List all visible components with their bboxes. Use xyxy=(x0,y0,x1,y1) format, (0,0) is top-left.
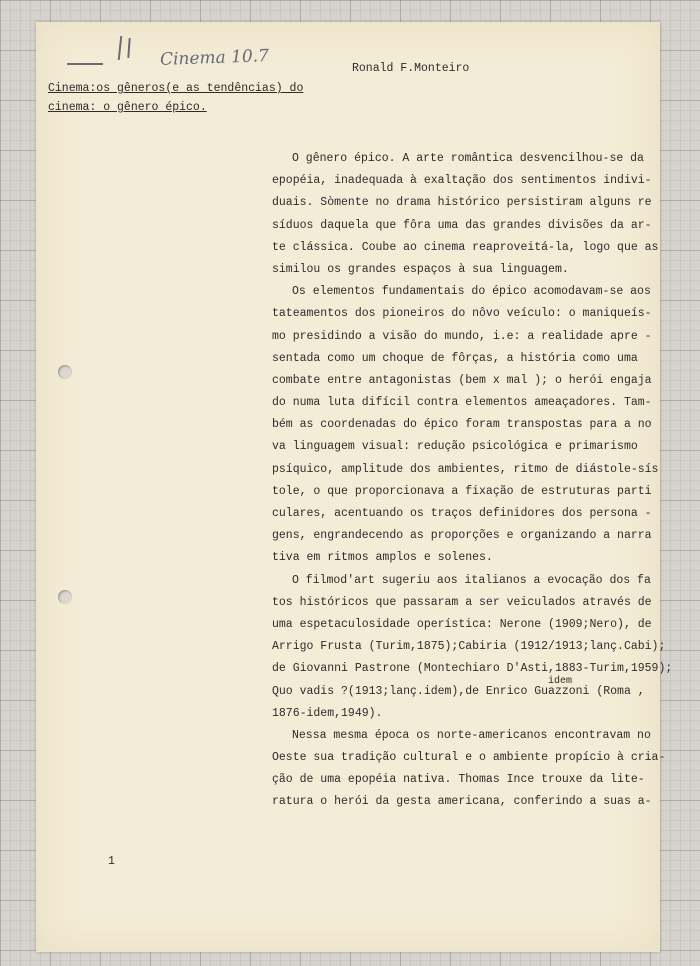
paper-sheet xyxy=(36,22,673,952)
text-line: epopéia, inadequada à exaltação dos sentimentos indivi- xyxy=(272,174,652,188)
body-text xyxy=(272,148,673,814)
pen-dash xyxy=(67,63,103,65)
text-line: Os elementos fundamentais do épico acomodavam-se aos xyxy=(292,285,651,299)
text-line: duais. Sòmente no drama histórico persistiram alguns re xyxy=(272,196,652,210)
text-line: tole, o que proporcionava a fixação de estruturas parti xyxy=(272,484,652,498)
text-line: ção de uma epopéia nativa. Thomas Ince trouxe da lite- xyxy=(272,773,645,787)
page-number: 1 xyxy=(108,855,115,868)
text-line: de Giovanni Pastrone (Montechiaro D'Asti,1883-Turim,1959); xyxy=(272,662,673,676)
heading-line-1: Cinema:os gêneros(e as tendências) do xyxy=(48,82,304,95)
text-line: 1876-idem,1949). xyxy=(272,706,383,720)
text-line: ratura o herói da gesta americana, conferindo a suas a- xyxy=(272,795,652,809)
pen-stroke xyxy=(127,38,130,58)
text-line: te clássica. Coube ao cinema reaproveitá-la, logo que as xyxy=(272,240,659,254)
interlinear-note: idem xyxy=(548,676,573,687)
text-line: psíquico, amplitude dos ambientes, ritmo de diástole-sís xyxy=(272,462,659,476)
text-line: combate entre antagonistas (bem x mal ); o herói engaja xyxy=(272,373,652,387)
text-line: O filmod'art sugeriu aos italianos a evocação dos fa xyxy=(292,573,651,587)
text-line: Arrigo Frusta (Turim,1875);Cabiria (1912/1913;lanç.Cabi); xyxy=(272,640,666,654)
punch-hole xyxy=(58,365,72,379)
text-line: Quo vadis ?(1913;lanç.idem),de Enrico Guazzoni (Roma , xyxy=(272,684,645,698)
text-line: síduos daquela que fôra uma das grandes divisões da ar- xyxy=(272,218,652,232)
text-line: tos históricos que passaram a ser veiculados através de xyxy=(272,595,652,609)
text-line: sentada como um choque de fôrças, a história como uma xyxy=(272,351,638,365)
punch-hole xyxy=(58,590,72,604)
text-line: Oeste sua tradição cultural e o ambiente propício à cria- xyxy=(272,751,666,765)
pen-stroke xyxy=(118,36,122,60)
text-line: bém as coordenadas do épico foram transpostas para a no xyxy=(272,418,652,432)
text-line: tiva em ritmos amplos e solenes. xyxy=(272,551,493,565)
text-line: Nessa mesma época os norte-americanos encontravam no xyxy=(292,728,651,742)
heading-line-2: cinema: o gênero épico. xyxy=(48,101,207,114)
author-name: Ronald F.Monteiro xyxy=(352,62,470,75)
text-line: tateamentos dos pioneiros do nôvo veículo: o maniqueís- xyxy=(272,307,652,321)
text-line: O gênero épico. A arte romântica desvencilhou-se da xyxy=(292,152,644,165)
text-line: mo presidindo a visão do mundo, i.e: a realidade apre - xyxy=(272,329,652,343)
handwritten-note: Cinema 10.7 xyxy=(159,46,270,70)
text-line: do numa luta difícil contra elementos ameaçadores. Tam- xyxy=(272,396,652,410)
text-line: similou os grandes espaços à sua linguagem. xyxy=(272,262,569,276)
text-line: uma espetaculosidade operística: Nerone (1909;Nero), de xyxy=(272,617,652,631)
text-line: gens, engrandecendo as proporções e organizando a narra xyxy=(272,529,652,543)
text-line: va linguagem visual: redução psicológica e primarismo xyxy=(272,440,638,454)
text-line: culares, acentuando os traços definidores dos persona - xyxy=(272,507,652,520)
